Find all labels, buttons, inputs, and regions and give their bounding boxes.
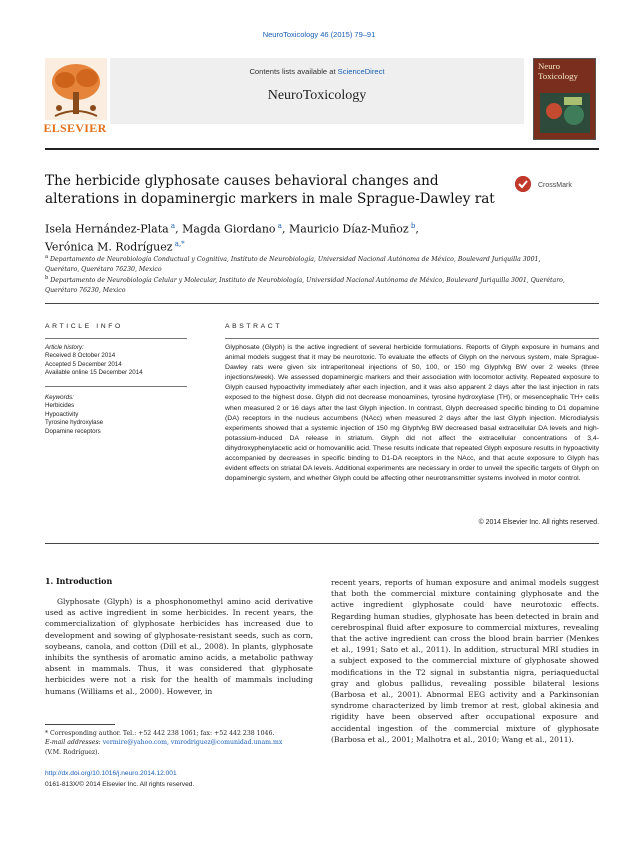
author-name[interactable]: Mauricio Díaz-Muñoz: [288, 222, 409, 236]
issn-line: 0161-813X/© 2014 Elsevier Inc. All rights reserved.: [45, 781, 195, 788]
keywords-label: Keywords:: [45, 394, 74, 401]
doi-link[interactable]: http://dx.doi.org/10.1016/j.neuro.2014.12.001: [45, 770, 177, 777]
author-separator: ,: [415, 222, 419, 236]
footnote-name: (V.M. Rodríguez).: [45, 748, 100, 756]
journal-name: NeuroToxicology: [267, 88, 367, 103]
article-title: The herbicide glyphosate causes behavioral changes and alterations in dopaminergic markers in male Sprague-Dawley rat: [45, 173, 495, 207]
affiliation-text: Departamento de Neurobiología Conductual y Cognitiva, Instituto de Neurobiología, Universidad Nacional Autónoma de México, Boulevard Juriquilla 3001, Querétaro, Querétaro 76230, Mexico: [45, 256, 541, 273]
header-rule: [45, 148, 599, 150]
affiliation: [45, 253, 565, 274]
keyword: Dopamine receptors: [45, 427, 101, 435]
email-label: E-mail addresses:: [45, 739, 103, 747]
contents-line: [110, 67, 524, 76]
front-matter-rule: [45, 303, 599, 304]
author-name[interactable]: Isela Hernández-Plata: [45, 222, 169, 236]
history-item: Received 8 October 2014: [45, 352, 116, 360]
article-info-heading: ARTICLE INFO: [45, 323, 123, 330]
keyword: Herbicides: [45, 402, 75, 410]
cover-title: [538, 62, 578, 81]
affiliation-mark: a: [45, 254, 49, 260]
crossmark-label[interactable]: CrossMark: [538, 182, 572, 189]
intro-right-column: recent years, reports of human exposure and animal models suggest that both the commercial mixture containing glyphosate and the active ingredient glyphosate could have neurotoxic effects. Regarding human studies, glyphosate has been detected in brain and cerebrospinal fluid after exposure to commercial mixtures, revealing that the active ingredient can cross the blood brain barrier (Menkes et al., 1991; Sato et al., 2011). In addition, structural MRI studies in a subject exposed to the commercial mixture of glyphosate showed modifications in the T2 signal in substantia nigra, periaqueductal gray and globus pallidus, revealing possible bilateral lesions (Barbosa et al., 2001). Abnormal EEG activity and a Parkinsonian syndrome characterized by limb tremor at rest, global akinesia and rigidity have been observed after occupational exposure and accidental ingestion of the commercial mixture of glyphosate (Barbosa et al., 2001; Malhotra et al., 2010; Wang et al., 2011).: [331, 578, 599, 744]
author-name[interactable]: Verónica M. Rodríguez: [45, 240, 173, 254]
intro-left-column: Glyphosate (Glyph) is a phosphonomethyl amino acid derivative used as active ingredient in some herbicides. In recent years, the commercialization of glyphosate herbicides has increased due to development and sowing of glyphosate-resistant seeds, such as corn, soybeans, canola, and cotton (Dill et al., 2008). In plants, glyphosate inhibits the synthesis of aromatic amino acids, a metabolic pathway absent in mammals. Thus, it was considered that glyphosate herbicides were not a risk for the health of mammals including humans (Williams et al., 2000). However, in: [45, 597, 313, 696]
elsevier-tree-logo: [45, 58, 107, 128]
crossmark-icon[interactable]: [515, 176, 531, 192]
history-item: Available online 15 December 2014: [45, 369, 143, 377]
author-separator: ,: [175, 222, 183, 236]
abstract-rule: [225, 338, 599, 339]
abstract-bottom-rule: [45, 543, 599, 544]
journal-reference[interactable]: NeuroToxicology 46 (2015) 79–91: [262, 30, 376, 39]
sciencedirect-link[interactable]: ScienceDirect: [337, 67, 385, 76]
corresponding-author-footnote: [45, 729, 313, 757]
article-history-label: Article history:: [45, 344, 84, 351]
email-links[interactable]: vermire@yahoo.com, vmrodriguez@comunidad.unam.mx: [102, 739, 283, 747]
footnote-contact: * Corresponding author. Tel.: +52 442 238 1061; fax: +52 442 238 1046.: [45, 730, 275, 737]
section-title: 1. Introduction: [45, 577, 113, 586]
author-affiliation-mark[interactable]: a: [168, 222, 176, 230]
publisher-name: ELSEVIER: [43, 121, 107, 135]
author-separator: ,: [281, 222, 289, 236]
author-list: [45, 219, 545, 254]
affiliation: [45, 274, 565, 295]
history-item: Accepted 5 December 2014: [45, 360, 122, 368]
footnote-rule: [45, 724, 115, 725]
affiliation-mark: b: [45, 275, 49, 281]
author-affiliation-mark[interactable]: a: [275, 222, 282, 230]
abstract-text: Glyphosate (Glyph) is the active ingredient of several herbicide formulations. Reports of Glyph exposure in humans and animal models suggest that it may be neurotoxic. To evaluate the effects of Glyph on the nervous system, male Sprague-Dawley rats were given six intraperitoneal injections of 50, 100, or 150 mg Glyph/kg BW over 2 weeks (three injections/week). We assessed dopaminergic markers and their association with locomotor activity. Repeated exposure to Glyph caused hypoactivity immediately after each injection, and it was also apparent 2 days after the last injection in rats exposed to the highest dose. Glyph did not decrease monoamines, tyrosine hydroxylase (TH), or mesencephalic TH+ cells when measured 2 or 16 days after the last Glyph injection. In contrast, Glyph decreased specific binding to D1 dopamine (DA) receptors in the nucleus accumbens (NAcc) when measured 2 days after the last Glyph injection. Microdialysis experiments showed that a systemic injection of 150 mg Glyph/kg BW decreased basal extracellular DA levels and high-potassium-induced DA release in striatum. Glyph did not affect the extracellular concentrations of 3,4-dihydroxyphenylacetic acid or homovanillic acid. These results indicate that repeated Glyph exposure results in hypoactivity accompanied by decreases in specific binding to D1-DA receptors in the NAcc, and that acute exposure to Glyph has evident effects on striatal DA levels. Additional experiments are necessary in order to unveil the specific targets of Glyph on dopaminergic system, and whether Glyph could be affecting other neurotransmitter systems involved in motor control.: [225, 344, 599, 483]
keywords-rule: [45, 386, 187, 387]
author-affiliation-mark[interactable]: a,*: [172, 239, 185, 248]
abstract-heading: ABSTRACT: [225, 323, 283, 330]
cover-title-line2: Toxicology: [538, 70, 578, 81]
contents-prefix: Contents lists available at: [249, 67, 338, 76]
affiliation-text: Departamento de Neurobiología Celular y Molecular, Instituto de Neurobiología, Universidad Nacional Autónoma de México, Boulevard Juriquilla 3001, Querétaro, Querétaro 76230, Mexico: [45, 277, 565, 294]
cover-title-line1: Neuro: [538, 61, 560, 71]
article-info-rule: [45, 338, 187, 339]
abstract-copyright: © 2014 Elsevier Inc. All rights reserved.: [478, 519, 599, 526]
keyword: Tyrosine hydroxylase: [45, 419, 104, 427]
keyword: Hypoactivity: [45, 410, 79, 418]
article-history: [45, 344, 195, 378]
author-affiliation-mark[interactable]: b: [408, 222, 416, 230]
keywords-block: [45, 394, 195, 436]
author-name[interactable]: Magda Giordano: [182, 222, 276, 236]
